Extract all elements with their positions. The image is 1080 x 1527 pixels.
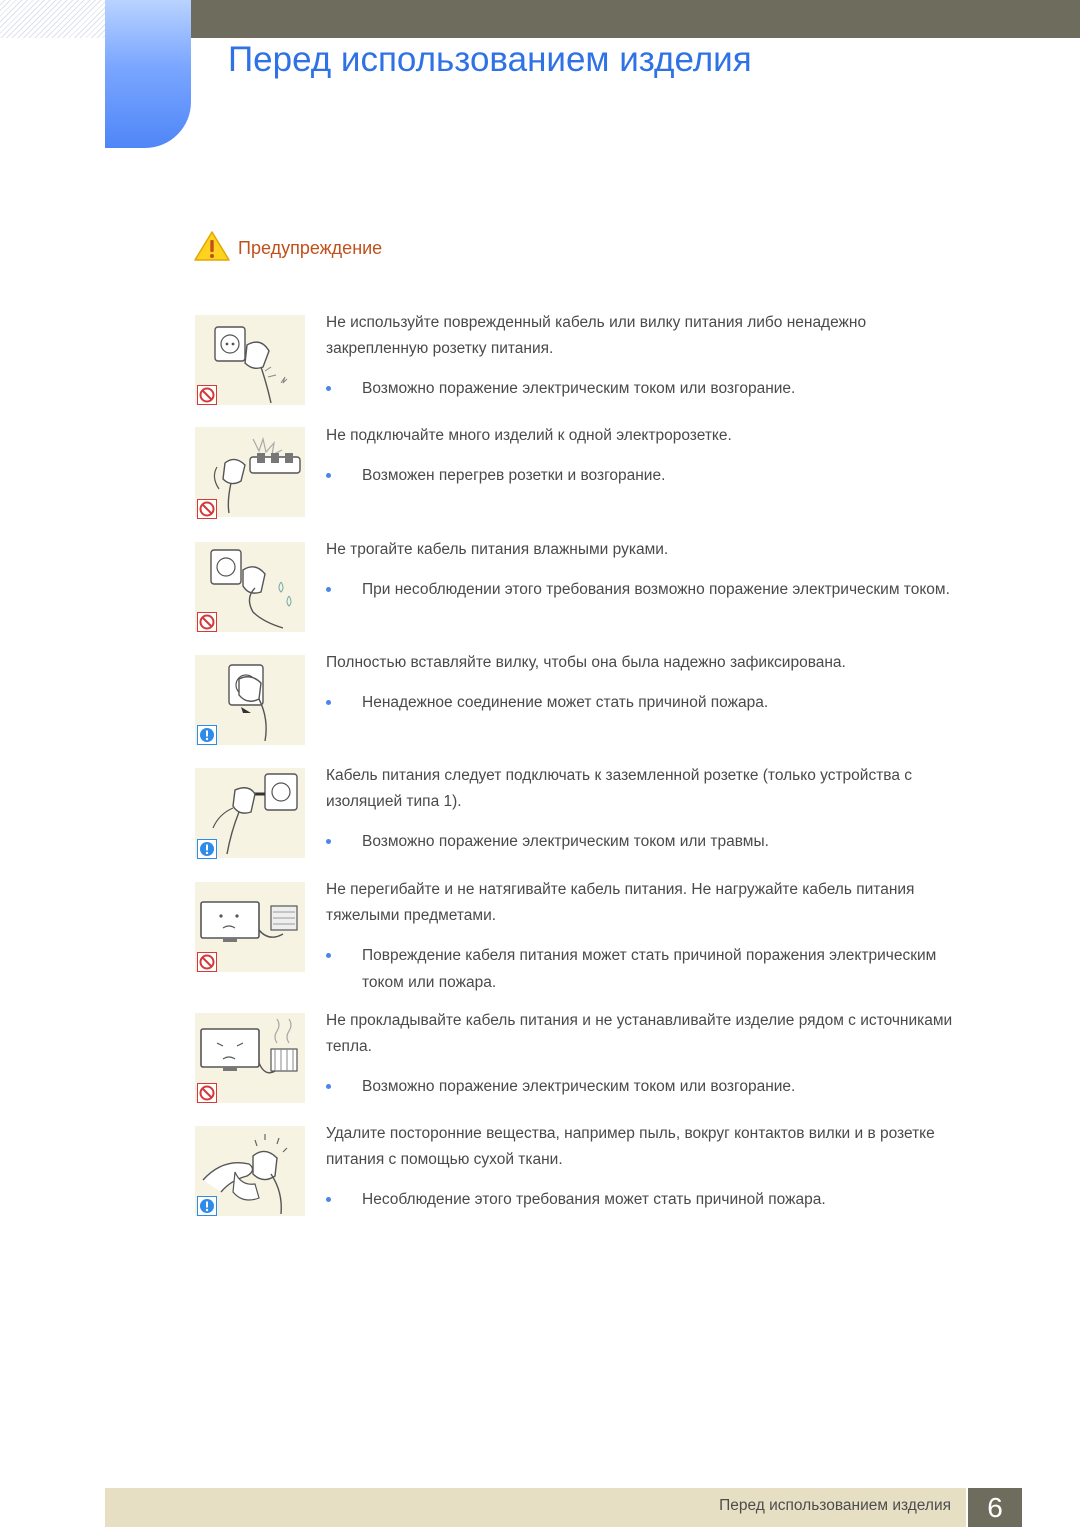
bullet-dot — [326, 700, 331, 705]
item-text-block — [326, 877, 966, 996]
item-text-block — [326, 763, 966, 855]
item-text-block — [326, 1008, 966, 1100]
item-text-block — [326, 1121, 966, 1213]
info-icon — [197, 1196, 217, 1216]
info-icon — [197, 839, 217, 859]
page-number: 6 — [968, 1488, 1022, 1527]
item-instruction: Не прокладывайте кабель питания и не устанавливайте изделие рядом с источниками тепла. — [326, 1012, 953, 1055]
header-bar — [190, 0, 1080, 38]
item-consequence: Повреждение кабеля питания может стать причиной поражения электрическим током или пожара. — [326, 942, 966, 996]
bullet-dot — [326, 1084, 331, 1089]
prohibited-icon — [197, 612, 217, 632]
prohibited-icon — [197, 499, 217, 519]
item-consequence: Возможно поражение электрическим током или возгорание. — [326, 1073, 966, 1100]
item-instruction: Полностью вставляйте вилку, чтобы она была надежно зафиксирована. — [326, 654, 846, 671]
item-instruction: Не подключайте много изделий к одной электророзетке. — [326, 427, 732, 444]
bullet-dot — [326, 1197, 331, 1202]
chapter-tab — [105, 0, 191, 148]
prohibited-icon — [197, 952, 217, 972]
item-instruction: Не используйте поврежденный кабель или вилку питания либо ненадежно закрепленную розетку питания. — [326, 314, 867, 357]
item-text-block — [326, 310, 966, 402]
prohibited-icon — [197, 1083, 217, 1103]
prohibited-icon — [197, 385, 217, 405]
item-consequence: Несоблюдение этого требования может стать причиной пожара. — [326, 1186, 966, 1213]
bullet-dot — [326, 386, 331, 391]
item-consequence: Ненадежное соединение может стать причиной пожара. — [326, 689, 966, 716]
footer-bar — [105, 1488, 966, 1527]
item-instruction: Не трогайте кабель питания влажными руками. — [326, 541, 669, 558]
warning-heading: Предупреждение — [238, 238, 383, 258]
item-instruction: Кабель питания следует подключать к заземленной розетке (только устройства с изоляцией типа 1). — [326, 767, 913, 810]
item-instruction: Не перегибайте и не натягивайте кабель питания. Не нагружайте кабель питания тяжелыми предметами. — [326, 881, 915, 924]
header-hatch-pattern — [0, 0, 105, 38]
bullet-dot — [326, 953, 331, 958]
info-icon — [197, 725, 217, 745]
item-instruction: Удалите посторонние вещества, например пыль, вокруг контактов вилки и в розетке питания с помощью сухой ткани. — [326, 1125, 935, 1168]
page-title: Перед использованием изделия — [228, 40, 752, 79]
item-consequence: Возможно поражение электрическим током или возгорание. — [326, 375, 966, 402]
bullet-dot — [326, 587, 331, 592]
item-consequence: При несоблюдении этого требования возможно поражение электрическим током. — [326, 576, 966, 603]
item-text-block — [326, 650, 966, 716]
item-consequence: Возможен перегрев розетки и возгорание. — [326, 462, 966, 489]
item-consequence: Возможно поражение электрическим током или травмы. — [326, 828, 966, 855]
bullet-dot — [326, 473, 331, 478]
item-text-block — [326, 537, 966, 603]
item-text-block — [326, 423, 966, 489]
footer-chapter-label: Перед использованием изделия — [719, 1497, 951, 1514]
bullet-dot — [326, 839, 331, 844]
warning-triangle-icon — [193, 230, 231, 262]
